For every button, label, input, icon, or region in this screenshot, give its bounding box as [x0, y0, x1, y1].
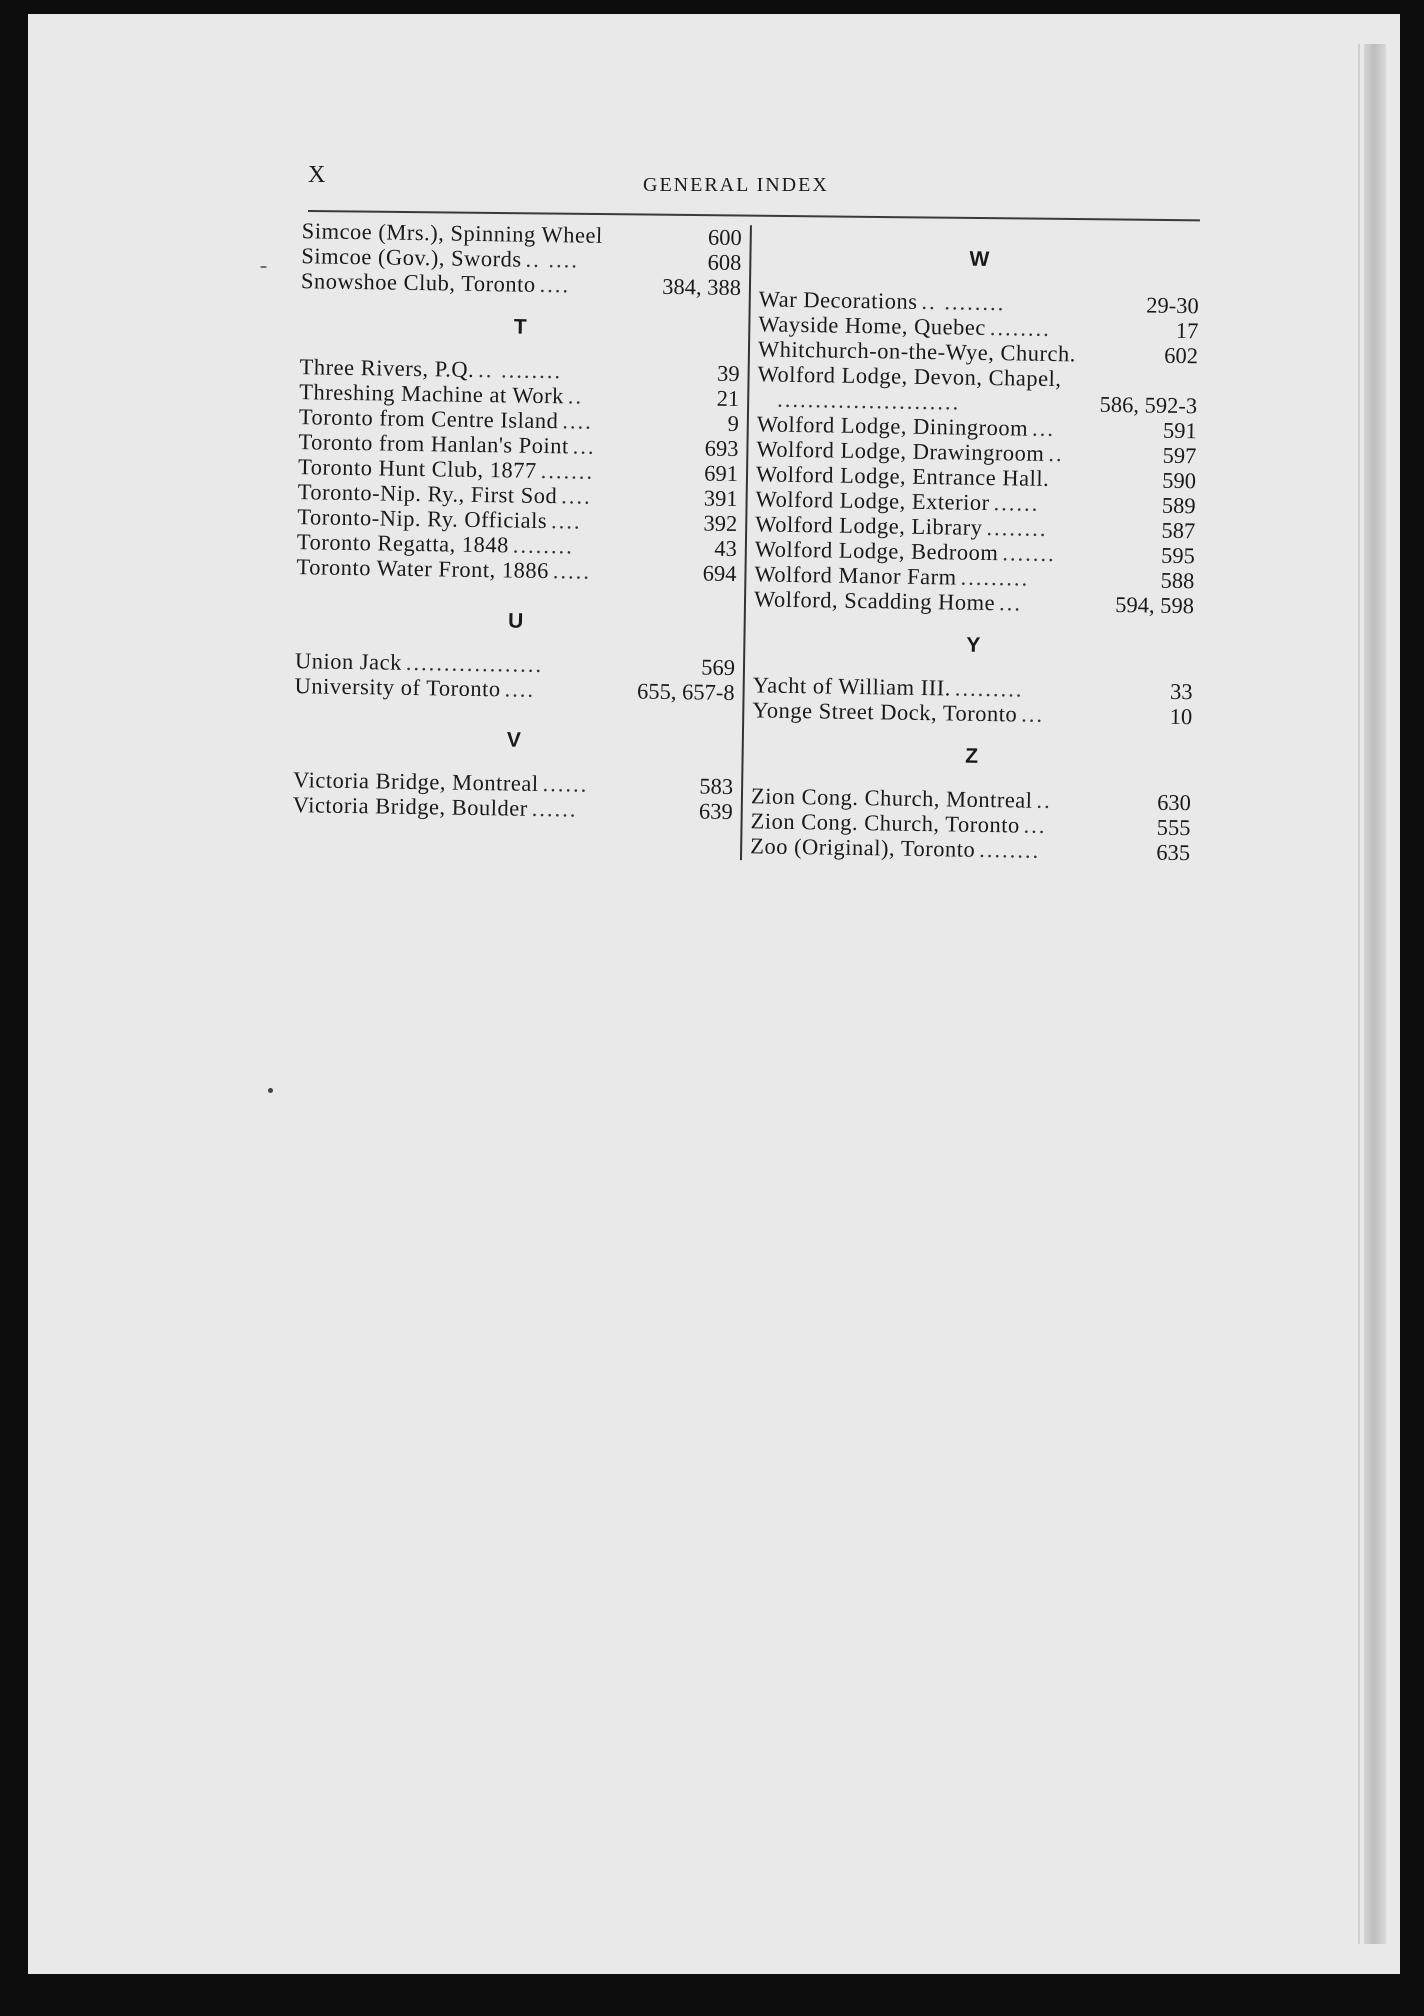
entry-leader [1080, 361, 1160, 362]
index-columns [280, 218, 1210, 872]
entry-leader: .. .... [525, 246, 580, 273]
entry-title: Wolford Lodge, Drawingroom [756, 436, 1045, 466]
ink-speck [260, 266, 267, 268]
entry-leader: ........ [512, 532, 575, 559]
entry-pages: 586, 592-3 [1099, 391, 1198, 419]
entry-pages: 392 [703, 510, 738, 537]
entry-title: Toronto Water Front, 1886 [296, 554, 550, 584]
entry-leader: ... [998, 590, 1023, 616]
entry-pages: 587 [1161, 517, 1196, 544]
right-column [750, 225, 1200, 865]
entry-title: Union Jack [294, 648, 403, 675]
entry-title: Wayside Home, Quebec [758, 311, 987, 340]
entry-title: Zion Cong. Church, Montreal [750, 783, 1033, 813]
entry-pages: 39 [716, 360, 740, 387]
entry-leader: .... [562, 408, 594, 434]
entry-pages: 635 [1156, 839, 1191, 866]
entry-pages: 9 [727, 410, 740, 437]
entry-pages: 10 [1169, 703, 1193, 730]
entry-title: Toronto from Hanlan's Point [298, 429, 569, 459]
entry-title: Simcoe (Gov.), Swords [301, 243, 522, 272]
entry-pages: 595 [1160, 542, 1196, 569]
entry-leader: ........ [979, 836, 1041, 863]
entry-leader: .................. [405, 649, 544, 678]
entry-pages: 608 [707, 249, 742, 276]
entry-title: Zion Cong. Church, Toronto [750, 808, 1020, 838]
entry-leader: ....... [1002, 540, 1056, 567]
entry-title: Whitchurch-on-the-Wye, Church. [757, 336, 1077, 367]
entry-pages: 691 [704, 460, 739, 487]
entry-pages: 591 [1162, 417, 1197, 444]
section-letter-z: Z [965, 744, 979, 768]
page-edge-shadow [1358, 44, 1360, 1944]
entry-pages: 17 [1175, 317, 1199, 344]
entry-pages: 655, 657-8 [636, 678, 735, 706]
entry-pages: 602 [1164, 342, 1199, 369]
folio: X [308, 162, 327, 188]
entry-title: Toronto Regatta, 1848 [296, 529, 510, 558]
entry-leader [607, 243, 704, 245]
entry-leader: ...... [531, 795, 578, 822]
entry-pages: 597 [1162, 442, 1197, 469]
entry-pages: 594, 598 [1115, 592, 1195, 619]
entry-pages: 555 [1156, 814, 1191, 841]
entry-leader: ...... [993, 490, 1040, 516]
entry-leader: ......... [960, 564, 1030, 591]
entry-leader: ..... [552, 558, 592, 584]
entry-pages: 639 [698, 798, 733, 825]
entry-pages: 590 [1162, 467, 1197, 494]
entry-title: Zoo (Original), Toronto [749, 833, 976, 862]
entry-title: Wolford Manor Farm [754, 561, 957, 590]
entry-leader: ...... [542, 771, 589, 797]
column-divider [740, 225, 752, 860]
entry-leader: .... [539, 271, 571, 298]
entry-leader: .... [561, 483, 592, 509]
entry-leader [1053, 486, 1158, 488]
entry-pages: 29-30 [1146, 292, 1199, 319]
entry-leader: ... [572, 433, 596, 459]
entry-title: Toronto from Centre Island [298, 404, 559, 434]
entry-title: Threshing Machine at Work [299, 379, 565, 409]
ink-speck [268, 1088, 273, 1093]
entry-title: War Decorations [758, 286, 918, 314]
entry-pages: 694 [702, 560, 737, 587]
entry-pages: 630 [1156, 789, 1192, 816]
entry-title: Wolford Lodge, Entrance Hall. [755, 461, 1050, 491]
entry-leader: ... [1031, 415, 1056, 442]
entry-title: Snowshoe Club, Toronto [300, 268, 536, 297]
entry-title: Wolford Lodge, Devon, Chapel, [757, 361, 1062, 392]
section-letter-y: Y [966, 633, 981, 657]
entry-leader: ... [1021, 701, 1045, 727]
section-letter-v: V [506, 728, 522, 752]
entry-pages: 693 [704, 435, 739, 462]
entry-leader: .. [567, 383, 584, 409]
entry-title: Wolford, Scadding Home [753, 586, 996, 616]
entry-leader: ... [1023, 812, 1047, 838]
entry-leader: .. ........ [921, 288, 1006, 316]
entry-pages: 384, 388 [662, 273, 742, 301]
page-edge [1364, 44, 1386, 1944]
section-letter-w: W [969, 247, 990, 271]
section-letter-t: T [513, 315, 527, 339]
entry-pages: 21 [716, 385, 740, 412]
entry-title: Victoria Bridge, Montreal [292, 767, 539, 796]
entry-leader: ........ [986, 514, 1048, 541]
entry-title: Yonge Street Dock, Toronto [752, 697, 1018, 727]
entry-title: Three Rivers, P.Q. [299, 354, 475, 382]
entry-title: Wolford Lodge, Library [755, 511, 983, 540]
section-letter-u: U [507, 609, 524, 633]
page-header [308, 162, 1200, 202]
entry-title: Toronto Hunt Club, 1877 [297, 454, 537, 483]
entry-leader: .... [504, 676, 536, 702]
running-head: GENERAL INDEX [643, 174, 829, 196]
entry-title: University of Toronto [294, 673, 501, 702]
entry-title: Toronto-Nip. Ry., First Sod [297, 479, 558, 509]
entry-title: Wolford Lodge, Diningroom [756, 411, 1029, 441]
entry-title: Toronto-Nip. Ry. Officials [297, 504, 548, 534]
entry-title: Wolford Lodge, Bedroom [754, 536, 999, 566]
entry-pages: 569 [701, 654, 736, 681]
entry-leader: ........................ [777, 386, 961, 415]
entry-leader: ........ [989, 315, 1052, 341]
entry-pages: 391 [703, 485, 738, 512]
entry-pages: 583 [699, 773, 734, 800]
entry-leader: .. [1048, 440, 1064, 467]
entry-pages: 33 [1169, 678, 1193, 705]
entry-title: Victoria Bridge, Boulder [292, 792, 528, 821]
entry-leader: .. [1036, 787, 1052, 814]
entry-leader: .... [550, 508, 582, 534]
entry-title: Wolford Lodge, Exterior [755, 486, 990, 516]
entry-pages: 600 [707, 224, 742, 251]
entry-pages: 589 [1161, 492, 1196, 519]
left-column [293, 218, 742, 824]
entry-leader: .. ........ [478, 356, 563, 384]
entry-title: Yacht of William III. [752, 672, 952, 701]
entry-title: Simcoe (Mrs.), Spinning Wheel [301, 218, 603, 248]
entry-leader: ......... [954, 675, 1024, 702]
entry-leader: ....... [540, 457, 595, 484]
entry-pages: 43 [714, 535, 738, 562]
entry-pages: 588 [1160, 567, 1195, 594]
